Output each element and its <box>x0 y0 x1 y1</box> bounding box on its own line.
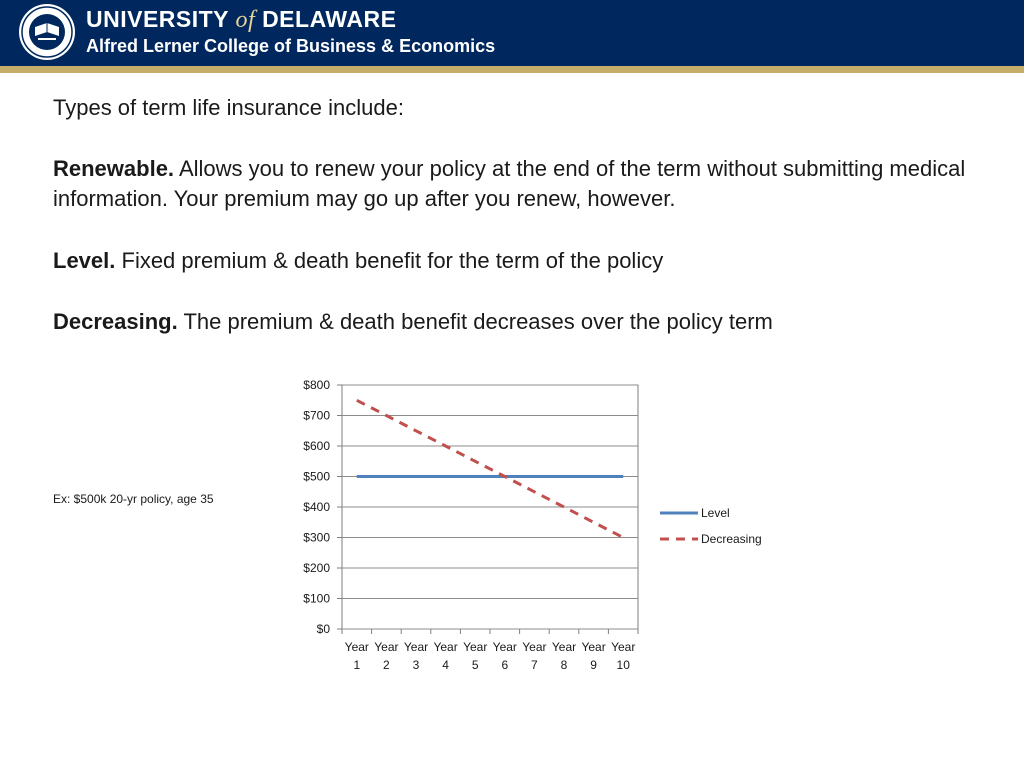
x-tick-label: Year <box>551 640 577 654</box>
decreasing-term: Decreasing. <box>53 309 178 334</box>
x-tick-label: Year <box>581 640 606 654</box>
x-tick-label: Year <box>433 640 458 654</box>
x-tick-label: 7 <box>531 658 538 672</box>
x-tick-label: 3 <box>412 658 420 672</box>
legend-label-decreasing: Decreasing <box>701 532 762 546</box>
university-word-1: UNIVERSITY <box>86 6 229 32</box>
x-tick-label: 6 <box>501 658 509 672</box>
decreasing-definition <box>53 307 773 337</box>
x-tick-label: 8 <box>560 658 568 672</box>
level-definition <box>53 246 663 276</box>
legend-label-level: Level <box>701 506 730 520</box>
university-word-2: DELAWARE <box>262 6 397 32</box>
y-tick-label: $700 <box>303 408 330 423</box>
y-tick-label: $400 <box>303 500 330 514</box>
y-tick-label: $100 <box>303 591 330 606</box>
x-tick-label: Year <box>611 640 636 654</box>
x-tick-label: Year <box>492 640 517 654</box>
university-of: of <box>235 7 256 33</box>
x-tick-label: 2 <box>383 658 390 672</box>
gold-divider <box>0 66 1024 73</box>
renewable-definition <box>53 154 993 214</box>
decreasing-description: The premium & death benefit decreases over the policy term <box>183 309 773 334</box>
y-tick-label: $600 <box>303 439 330 453</box>
x-tick-label: 5 <box>471 658 479 672</box>
x-tick-label: Year <box>463 640 488 654</box>
header-banner <box>0 0 1024 66</box>
level-term: Level. <box>53 248 116 273</box>
university-title <box>86 5 396 33</box>
y-tick-label: $800 <box>303 378 330 392</box>
level-description: Fixed premium & death benefit for the term of the policy <box>121 248 664 273</box>
x-tick-label: 9 <box>590 658 597 672</box>
example-note: Ex: $500k 20-yr policy, age 35 <box>53 492 214 506</box>
y-tick-label: $300 <box>303 530 330 545</box>
y-tick-label: $200 <box>303 561 330 575</box>
premium-line-chart <box>280 370 800 690</box>
intro-text: Types of term life insurance include: <box>53 95 404 120</box>
x-tick-label: 10 <box>616 658 630 672</box>
x-tick-label: 1 <box>353 658 361 672</box>
renewable-term: Renewable. <box>53 156 175 181</box>
x-tick-label: Year <box>374 640 399 654</box>
college-name: Alfred Lerner College of Business & Economics <box>86 36 496 56</box>
y-tick-label: $0 <box>316 622 330 636</box>
x-tick-label: Year <box>344 640 369 654</box>
renewable-description: Allows you to renew your policy at the end of the term without submitting medical information. Your premium may go up after you renew, however. <box>53 156 966 211</box>
x-tick-label: Year <box>522 640 547 654</box>
x-tick-label: Year <box>403 640 429 654</box>
x-tick-label: 4 <box>442 658 449 672</box>
university-seal-icon <box>18 3 76 61</box>
y-tick-label: $500 <box>303 469 330 484</box>
